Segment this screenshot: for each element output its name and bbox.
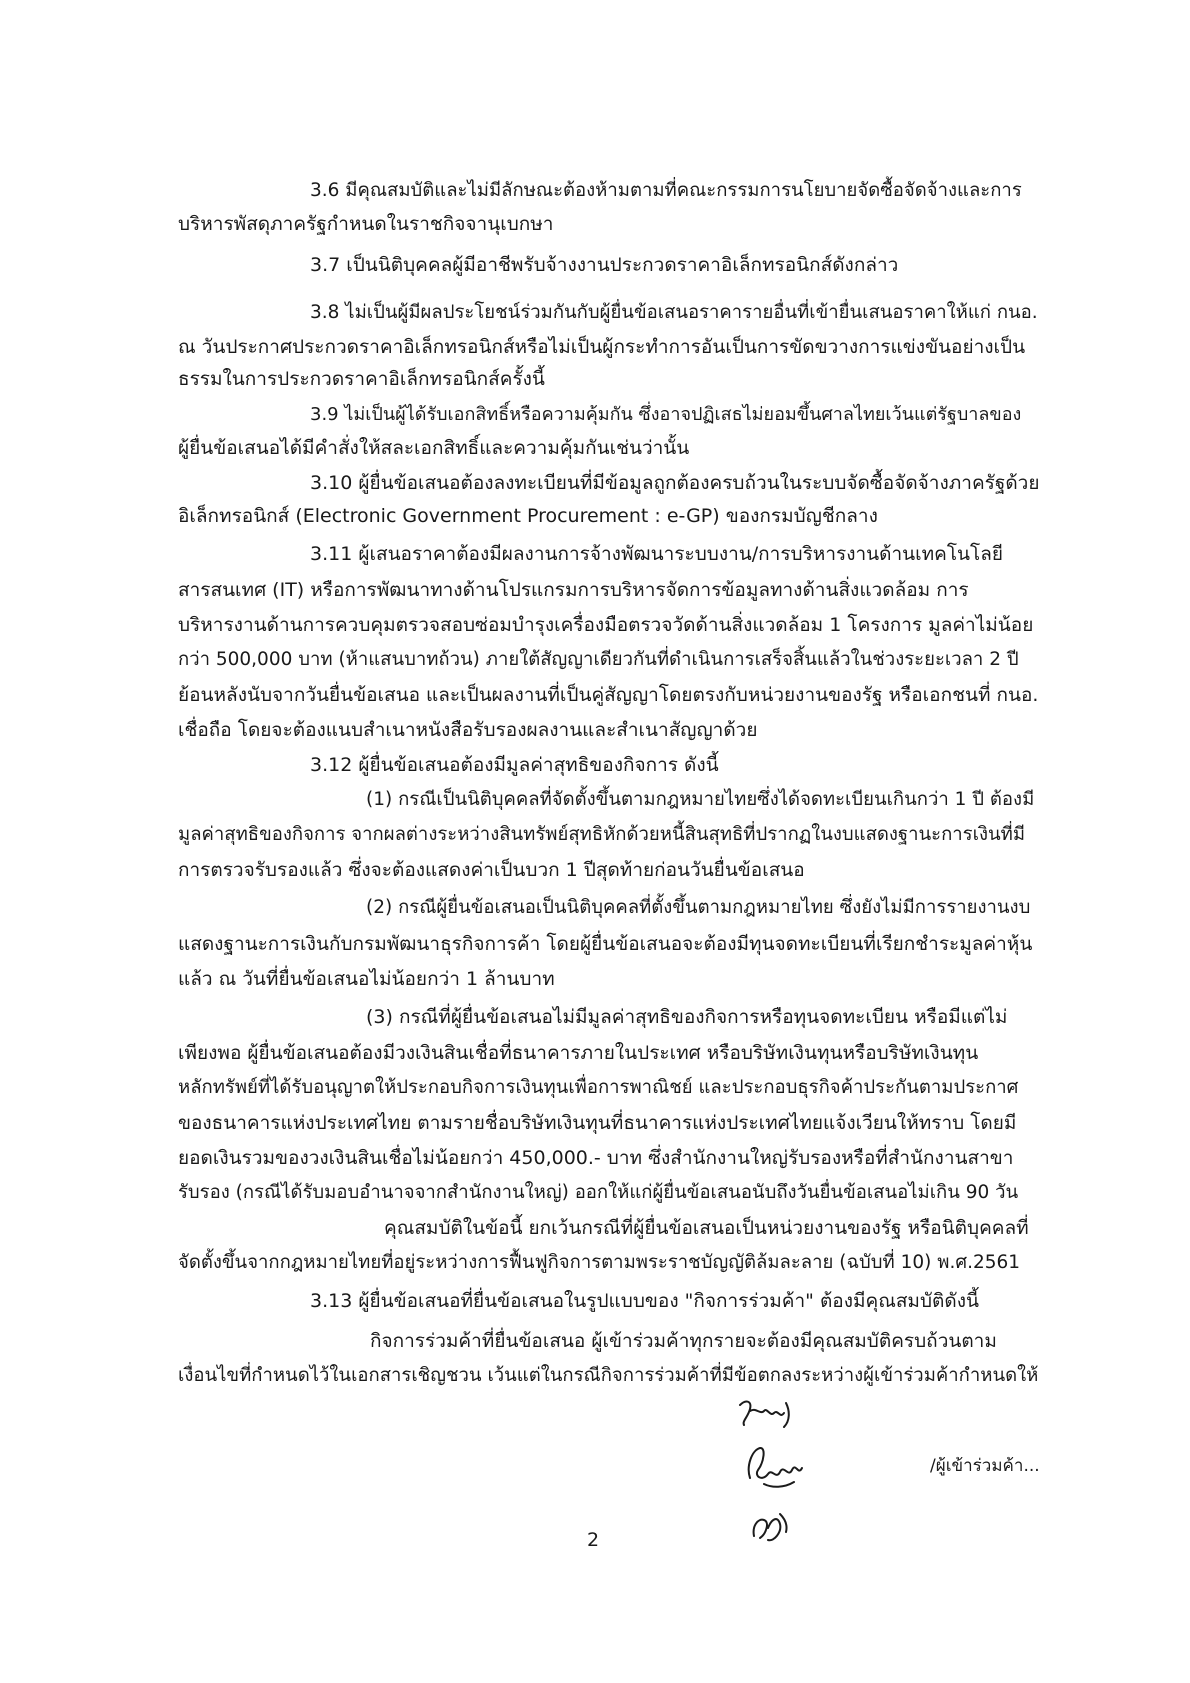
signature-1 <box>734 1395 804 1435</box>
text-line-3-11: 3.11 ผู้เสนอราคาต้องมีผลงานการจ้างพัฒนาระบบงาน/การบริหารงานด้านเทคโนโลยี <box>310 543 1004 565</box>
text-line-item-1: (1) กรณีเป็นนิติบุคคลที่จัดตั้งขึ้นตามกฎหมายไทยซึ่งได้จดทะเบียนเกินกว่า 1 ปี ต้องมี <box>366 789 1035 810</box>
text-line: ธรรมในการประกวดราคาอิเล็กทรอนิกส์ครั้งนี้ <box>178 368 545 390</box>
signature-3 <box>748 1508 794 1550</box>
text-line-3-12: 3.12 ผู้ยื่นข้อเสนอต้องมีมูลค่าสุทธิของกิจการ ดังนี้ <box>310 754 719 776</box>
text-line: เพียงพอ ผู้ยื่นข้อเสนอต้องมีวงเงินสินเชื่อที่ธนาคารภายในประเทศ หรือบริษัทเงินทุนหรือบริษัทเงินทุน <box>178 1042 979 1064</box>
text-line: แล้ว ณ วันที่ยื่นข้อเสนอไม่น้อยกว่า 1 ล้านบาท <box>178 968 555 990</box>
text-line: กว่า 500,000 บาท (ห้าแสนบาทถ้วน) ภายใต้สัญญาเดียวกันที่ดำเนินการเสร็จสิ้นแล้วในช่วงระยะเวลา 2 ปี <box>178 649 1019 670</box>
text-line-3-10: 3.10 ผู้ยื่นข้อเสนอต้องลงทะเบียนที่มีข้อมูลถูกต้องครบถ้วนในระบบจัดซื้อจัดจ้างภาครัฐด้วย <box>310 472 1040 494</box>
text-line: จัดตั้งขึ้นจากกฎหมายไทยที่อยู่ระหว่างการฟื้นฟูกิจการตามพระราชบัญญัติล้มละลาย (ฉบับที่ 10) พ.ศ.2561 <box>178 1252 1021 1273</box>
text-line: บริหารงานด้านการควบคุมตรวจสอบซ่อมบำรุงเครื่องมือตรวจวัดด้านสิ่งแวดล้อม 1 โครงการ มูลค่าไม่น้อย <box>178 614 1034 636</box>
text-line: ณ วันประกาศประกวดราคาอิเล็กทรอนิกส์หรือไม่เป็นผู้กระทำการอันเป็นการขัดขวางการแข่งขันอย่างเป็น <box>178 336 1026 358</box>
text-line: บริหารพัสดุภาครัฐกำหนดในราชกิจจานุเบกษา <box>178 213 554 235</box>
text-line: อิเล็กทรอนิกส์ (Electronic Government Procurement : e-GP) ของกรมบัญชีกลาง <box>178 505 878 527</box>
text-line-3-7: 3.7 เป็นนิติบุคคลผู้มีอาชีพรับจ้างงานประกวดราคาอิเล็กทรอนิกส์ดังกล่าว <box>310 254 899 276</box>
text-line-3-6: 3.6 มีคุณสมบัติและไม่มีลักษณะต้องห้ามตามที่คณะกรรมการนโยบายจัดซื้อจัดจ้างและการ <box>310 180 1022 201</box>
text-line-3-8: 3.8 ไม่เป็นผู้มีผลประโยชน์ร่วมกันกับผู้ยื่นข้อเสนอราคารายอื่นที่เข้ายื่นเสนอราคาให้แก่ กนอ. <box>310 302 1038 323</box>
text-line: เงื่อนไขที่กำหนดไว้ในเอกสารเชิญชวน เว้นแต่ในกรณีกิจการร่วมค้าที่มีข้อตกลงระหว่างผู้เข้าร่วมค้ากำหนดให้ <box>178 1365 1039 1386</box>
page-number: 2 <box>587 1529 600 1551</box>
text-line: แสดงฐานะการเงินกับกรมพัฒนาธุรกิจการค้า โดยผู้ยื่นข้อเสนอจะต้องมีทุนจดทะเบียนที่เรียกชำระมูลค่าหุ้น <box>178 933 1033 955</box>
text-line: คุณสมบัติในข้อนี้ ยกเว้นกรณีที่ผู้ยื่นข้อเสนอเป็นหน่วยงานของรัฐ หรือนิติบุคคลที่ <box>384 1217 1029 1239</box>
text-line: กิจการร่วมค้าที่ยื่นข้อเสนอ ผู้เข้าร่วมค้าทุกรายจะต้องมีคุณสมบัติครบถ้วนตาม <box>370 1330 997 1352</box>
text-line: เชื่อถือ โดยจะต้องแนบสำเนาหนังสือรับรองผลงานและสำเนาสัญญาด้วย <box>178 719 758 741</box>
text-line-3-13: 3.13 ผู้ยื่นข้อเสนอที่ยื่นข้อเสนอในรูปแบบของ "กิจการร่วมค้า" ต้องมีคุณสมบัติดังนี้ <box>310 1290 979 1312</box>
text-line: ย้อนหลังนับจากวันยื่นข้อเสนอ และเป็นผลงานที่เป็นคู่สัญญาโดยตรงกับหน่วยงานของรัฐ หรือเอกชนที่ กนอ. <box>178 684 1039 706</box>
text-line: รับรอง (กรณีได้รับมอบอำนาจจากสำนักงานใหญ่) ออกให้แก่ผู้ยื่นข้อเสนอนับถึงวันยื่นข้อเสนอไม่เกิน 90 วัน <box>178 1182 1019 1203</box>
text-line: การตรวจรับรองแล้ว ซึ่งจะต้องแสดงค่าเป็นบวก 1 ปีสุดท้ายก่อนวันยื่นข้อเสนอ <box>178 859 805 881</box>
text-line-3-9: 3.9 ไม่เป็นผู้ได้รับเอกสิทธิ์หรือความคุ้มกัน ซึ่งอาจปฏิเสธไม่ยอมขึ้นศาลไทยเว้นแต่รัฐบาลของ <box>310 404 1022 425</box>
text-line: มูลค่าสุทธิของกิจการ จากผลต่างระหว่างสินทรัพย์สุทธิหักด้วยหนี้สินสุทธิที่ปรากฏในงบแสดงฐานะการเงินที่มี <box>178 824 1026 845</box>
text-line: ยอดเงินรวมของวงเงินสินเชื่อไม่น้อยกว่า 450,000.- บาท ซึ่งสำนักงานใหญ่รับรองหรือที่สำนักงานสาขา <box>178 1147 1014 1169</box>
text-line: สารสนเทศ (IT) หรือการพัฒนาทางด้านโปรแกรมการบริหารจัดการข้อมูลทางด้านสิ่งแวดล้อม การ <box>178 579 969 601</box>
text-line: หลักทรัพย์ที่ได้รับอนุญาตให้ประกอบกิจการเงินทุนเพื่อการพาณิชย์ และประกอบธุรกิจค้าประกันตามประกาศ <box>178 1077 1019 1098</box>
text-line-item-3: (3) กรณีที่ผู้ยื่นข้อเสนอไม่มีมูลค่าสุทธิของกิจการหรือทุนจดทะเบียน หรือมีแต่ไม่ <box>366 1006 1008 1028</box>
text-line: ของธนาคารแห่งประเทศไทย ตามรายชื่อบริษัทเงินทุนที่ธนาคารแห่งประเทศไทยแจ้งเวียนให้ทราบ โดยมี <box>178 1112 1017 1134</box>
continuation-note: /ผู้เข้าร่วมค้า... <box>930 1456 1040 1476</box>
signature-2 <box>742 1438 812 1496</box>
text-line-item-2: (2) กรณีผู้ยื่นข้อเสนอเป็นนิติบุคคลที่ตั้งขึ้นตามกฎหมายไทย ซึ่งยังไม่มีการรายงานงบ <box>366 897 1031 918</box>
text-line: ผู้ยื่นข้อเสนอได้มีคำสั่งให้สละเอกสิทธิ์และความคุ้มกันเช่นว่านั้น <box>178 437 690 459</box>
